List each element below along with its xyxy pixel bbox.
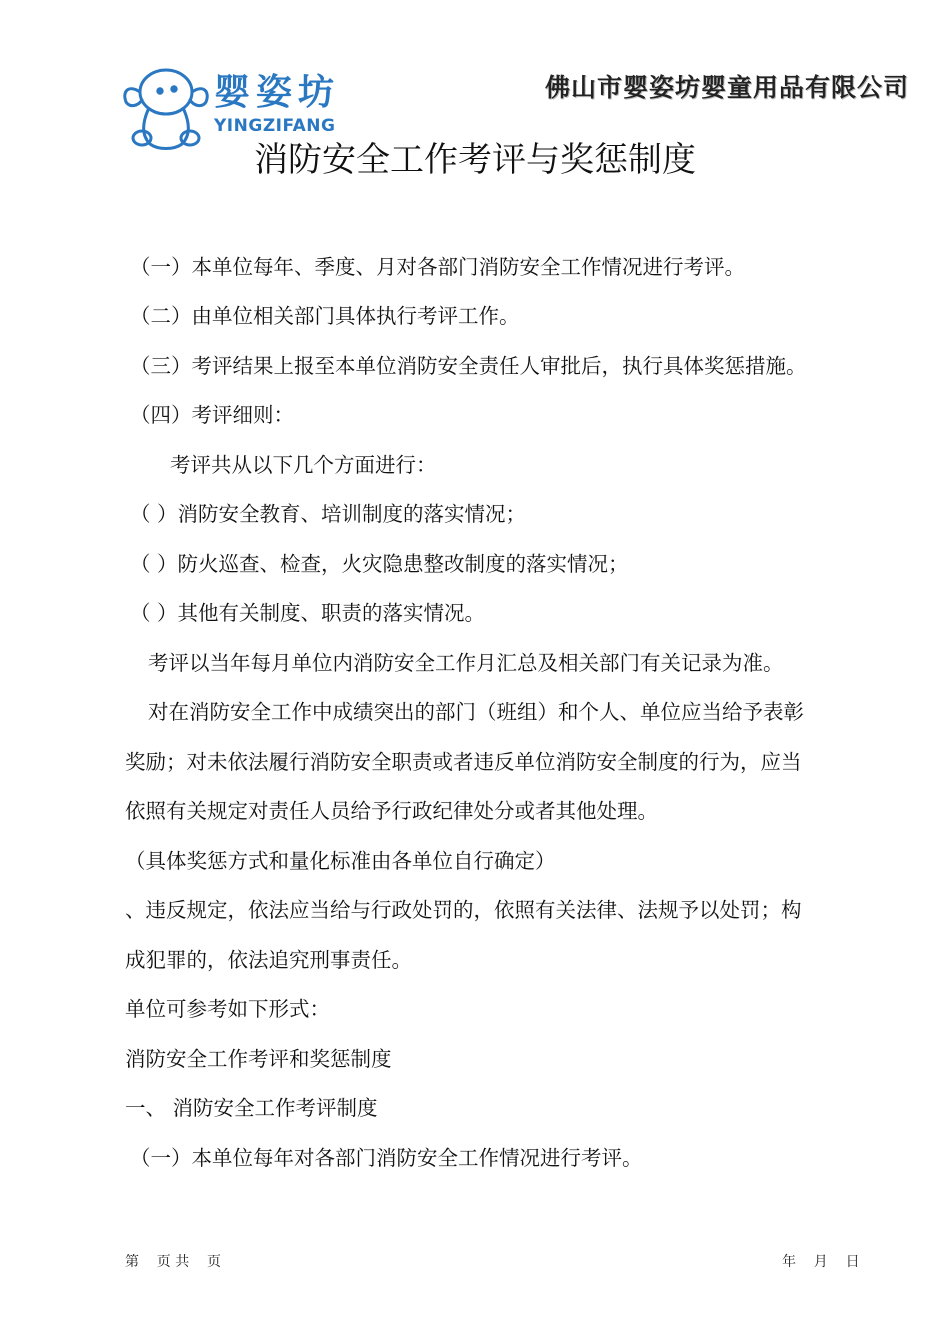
body-line: （一）本单位每年对各部门消防安全工作情况进行考评。 <box>130 1146 643 1170</box>
body-line: 一、 消防安全工作考评制度 <box>125 1096 378 1120</box>
body-line: 消防安全工作考评和奖惩制度 <box>125 1047 392 1071</box>
body-line: （ ）其他有关制度、职责的落实情况。 <box>130 601 486 625</box>
body-line: （ ）防火巡查、检查，火灾隐患整改制度的落实情况； <box>130 552 629 576</box>
company-name: 佛山市婴姿坊婴童用品有限公司 <box>545 73 910 102</box>
body-line: （ ）消防安全教育、培训制度的落实情况； <box>130 502 527 526</box>
body-line: 依照有关规定对责任人员给予行政纪律处分或者其他处理。 <box>125 799 658 823</box>
body-line: 考评共从以下几个方面进行： <box>170 453 437 477</box>
body-line: 奖励；对未依法履行消防安全职责或者违反单位消防安全制度的行为，应当 <box>125 750 802 774</box>
body-line: 对在消防安全工作中成绩突出的部门（班组）和个人、单位应当给予表彰 <box>148 700 804 724</box>
body-line: （二）由单位相关部门具体执行考评工作。 <box>130 304 520 328</box>
footer-date: 年 月 日 <box>782 1254 860 1270</box>
brand-name-cn: 婴姿坊 <box>214 72 341 113</box>
body-line: （一）本单位每年、季度、月对各部门消防安全工作情况进行考评。 <box>130 255 745 279</box>
body-line: 、违反规定，依法应当给与行政处罚的，依照有关法律、法规予以处罚；构 <box>125 898 802 922</box>
body-line: 单位可参考如下形式： <box>125 997 330 1021</box>
body-line: 考评以当年每月单位内消防安全工作月汇总及相关部门有关记录为准。 <box>148 651 784 675</box>
document-title: 消防安全工作考评与奖惩制度 <box>254 140 696 180</box>
brand-name-en: YINGZIFANG <box>214 116 336 136</box>
footer-page-number: 第 页 共 页 <box>125 1254 222 1270</box>
body-line: 成犯罪的，依法追究刑事责任。 <box>125 948 412 972</box>
body-line: （具体奖惩方式和量化标准由各单位自行确定） <box>125 849 556 873</box>
body-line: （三）考评结果上报至本单位消防安全责任人审批后，执行具体奖惩措施。 <box>130 354 807 378</box>
body-line: （四）考评细则： <box>130 403 294 427</box>
